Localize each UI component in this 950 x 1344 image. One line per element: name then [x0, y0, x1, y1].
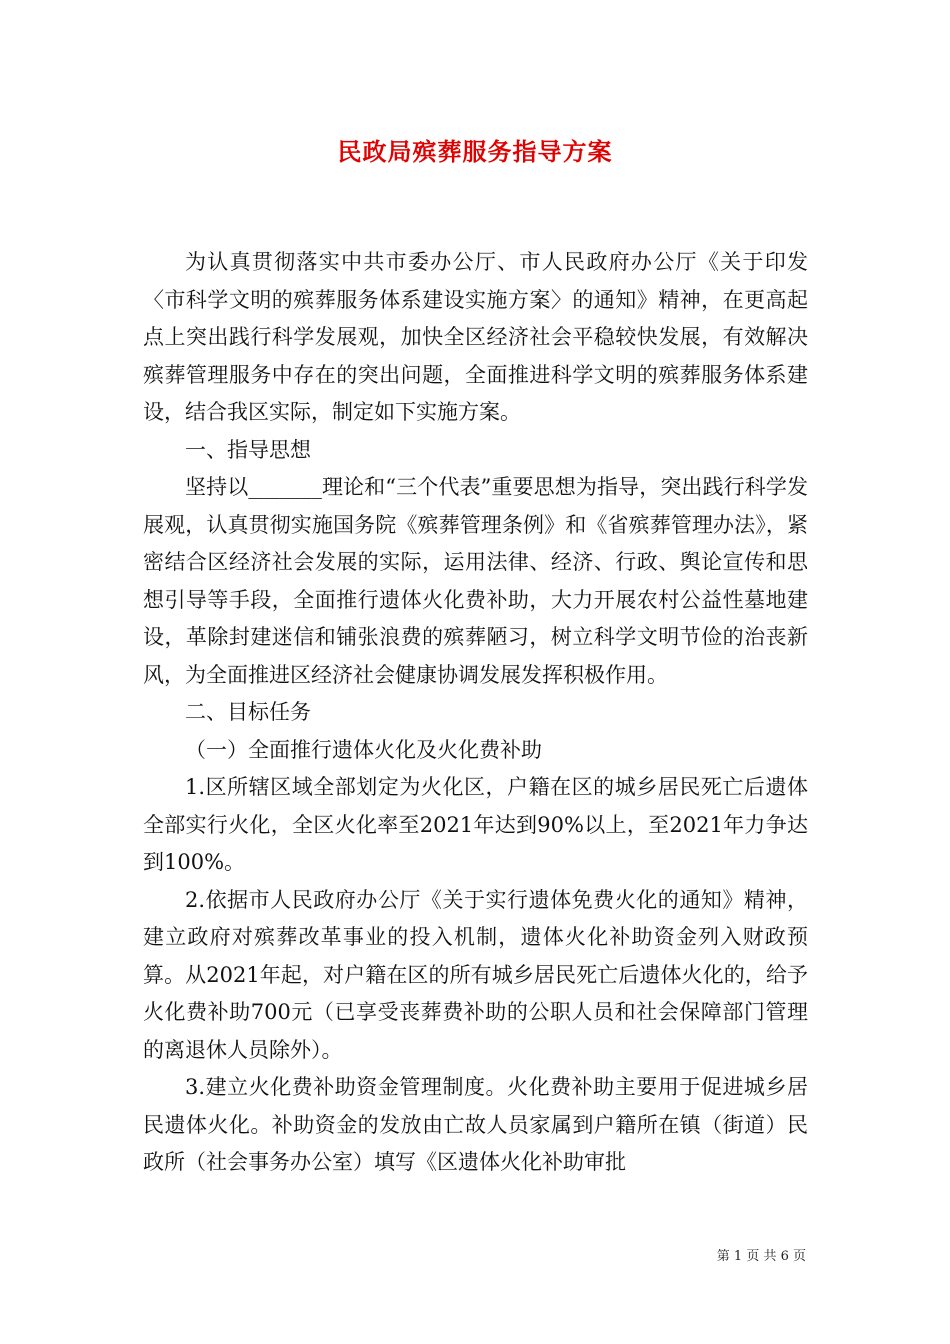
paragraph-intro: 为认真贯彻落实中共市委办公厅、市人民政府办公厅《关于印发〈市科学文明的殡葬服务体系建设实施方案〉的通知》精神，在更高起点上突出践行科学发展观，加快全区经济社会平稳较快发展，有效解决殡葬管理服务中存在的突出问题，全面推进科学文明的殡葬服务体系建设，结合我区实际，制定如下实施方案。 [143, 250, 808, 424]
subsection-heading-cremation: （一）全面推行遗体火化及火化费补助 [185, 737, 542, 762]
paragraph-guiding-ideology: 坚持以_______理论和“三个代表”重要思想为指导，突出践行科学发展观，认真贯彻实施国务院《殡葬管理条例》和《省殡葬管理办法》，紧密结合区经济社会发展的实际，运用法律、经济、行政、舆论宣传和思想引导等手段，全面推行遗体火化费补助，大力开展农村公益性墓地建设，革除封建迷信和铺张浪费的殡葬陋习，树立科学文明节俭的治丧新风，为全面推进区经济社会健康协调发展发挥积极作用。 [143, 475, 808, 687]
paragraph-item-3: 3.建立火化费补助资金管理制度。火化费补助主要用于促进城乡居民遗体火化。补助资金的发放由亡故人员家属到户籍所在镇（街道）民政所（社会事务办公室）填写《区遗体火化补助审批 [143, 1075, 808, 1174]
paragraph-item-1: 1.区所辖区域全部划定为火化区，户籍在区的城乡居民死亡后遗体全部实行火化，全区火化率至2021年达到90%以上，至2021年力争达到100%。 [143, 775, 808, 874]
page-number-footer: 第 1 页 共 6 页 [716, 1249, 806, 1264]
paragraph-item-2: 2.依据市人民政府办公厅《关于实行遗体免费火化的通知》精神，建立政府对殡葬改革事业的投入机制，遗体火化补助资金列入财政预算。从2021年起，对户籍在区的所有城乡居民死亡后遗体火化的，给予火化费补助700元（已享受丧葬费补助的公职人员和社会保障部门管理的离退休人员除外）。 [143, 887, 808, 1062]
document-body [143, 244, 808, 1182]
section-heading-guiding-ideology: 一、指导思想 [185, 437, 311, 462]
document-title: 民政局殡葬服务指导方案 [337, 137, 613, 166]
section-heading-goals: 二、目标任务 [185, 700, 311, 724]
